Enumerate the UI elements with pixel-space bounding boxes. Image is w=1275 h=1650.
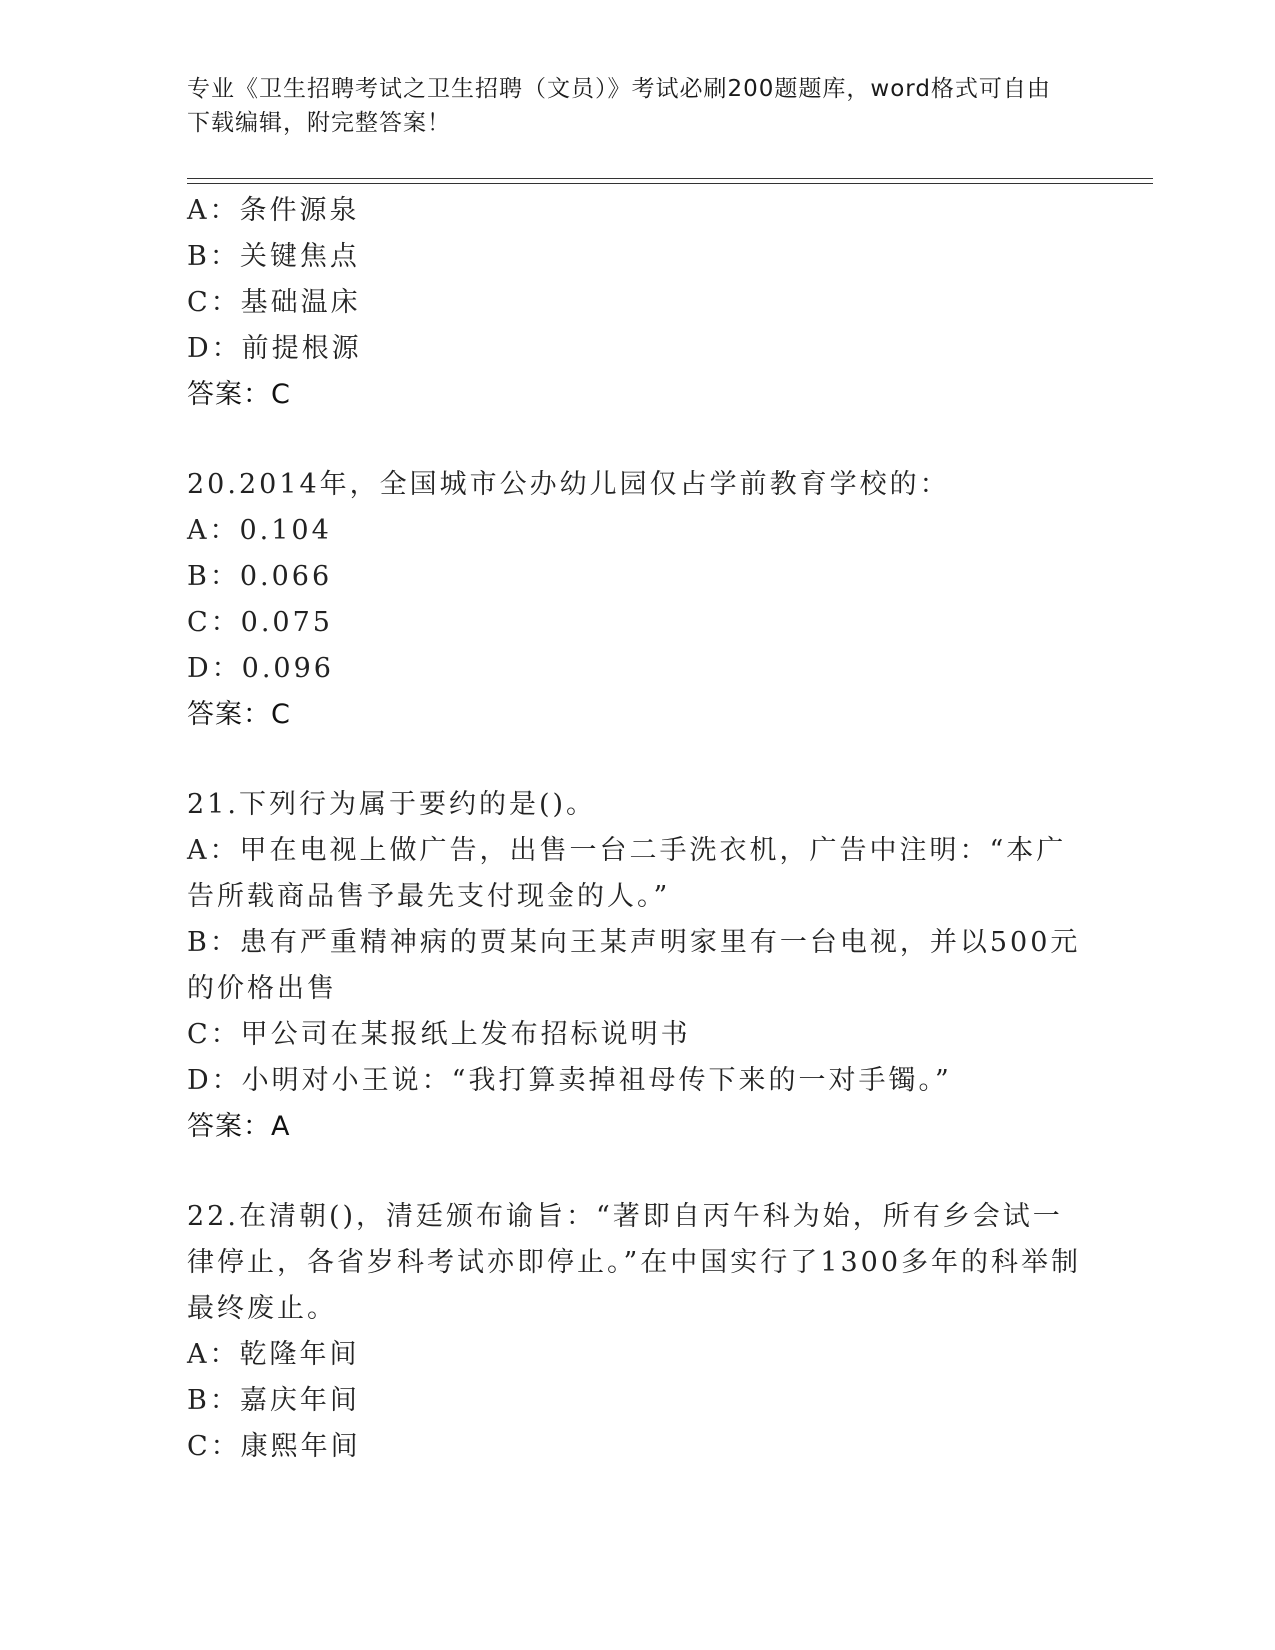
option-b: B：关键焦点 xyxy=(187,241,360,272)
option-a: A：乾隆年间 xyxy=(187,1339,360,1370)
spacer xyxy=(187,1150,1087,1194)
option-d: D：小明对小王说：“我打算卖掉祖母传下来的一对手镯。” xyxy=(187,1065,952,1096)
option-c: C：0.075 xyxy=(187,607,333,638)
option-c: C：基础温床 xyxy=(187,287,361,318)
question-21: 21.下列行为属于要约的是()。 xyxy=(187,789,597,820)
option-a: A：甲在电视上做广告，出售一台二手洗衣机，广告中注明：“本广告所载商品售予最先支付现金的人。” xyxy=(187,835,1067,912)
answer-line: 答案：C xyxy=(187,699,291,730)
document-body xyxy=(187,188,1087,1470)
option-d: D：前提根源 xyxy=(187,333,362,364)
header-rule-bottom xyxy=(187,183,1153,184)
document-header: 专业《卫生招聘考试之卫生招聘（文员）》考试必刷200题题库，word格式可自由下载编辑，附完整答案！ xyxy=(187,76,1051,136)
option-b: B：0.066 xyxy=(187,561,333,592)
question-20: 20.2014年，全国城市公办幼儿园仅占学前教育学校的： xyxy=(187,469,950,500)
option-b: B：嘉庆年间 xyxy=(187,1385,360,1416)
option-a: A：0.104 xyxy=(187,515,332,546)
header-rule-top xyxy=(187,178,1153,179)
option-c: C：甲公司在某报纸上发布招标说明书 xyxy=(187,1019,691,1050)
option-b: B：患有严重精神病的贾某向王某声明家里有一台电视，并以500元的价格出售 xyxy=(187,927,1081,1004)
answer-line: 答案：C xyxy=(187,379,291,410)
question-22: 22.在清朝()，清廷颁布谕旨：“著即自丙午科为始，所有乡会试一律停止，各省岁科考试亦即停止。”在中国实行了1300多年的科举制最终废止。 xyxy=(187,1201,1082,1324)
spacer xyxy=(187,738,1087,782)
option-d: D：0.096 xyxy=(187,653,334,684)
answer-line: 答案：A xyxy=(187,1111,291,1142)
option-c: C：康熙年间 xyxy=(187,1431,361,1462)
spacer xyxy=(187,418,1087,462)
option-a: A：条件源泉 xyxy=(187,195,360,226)
